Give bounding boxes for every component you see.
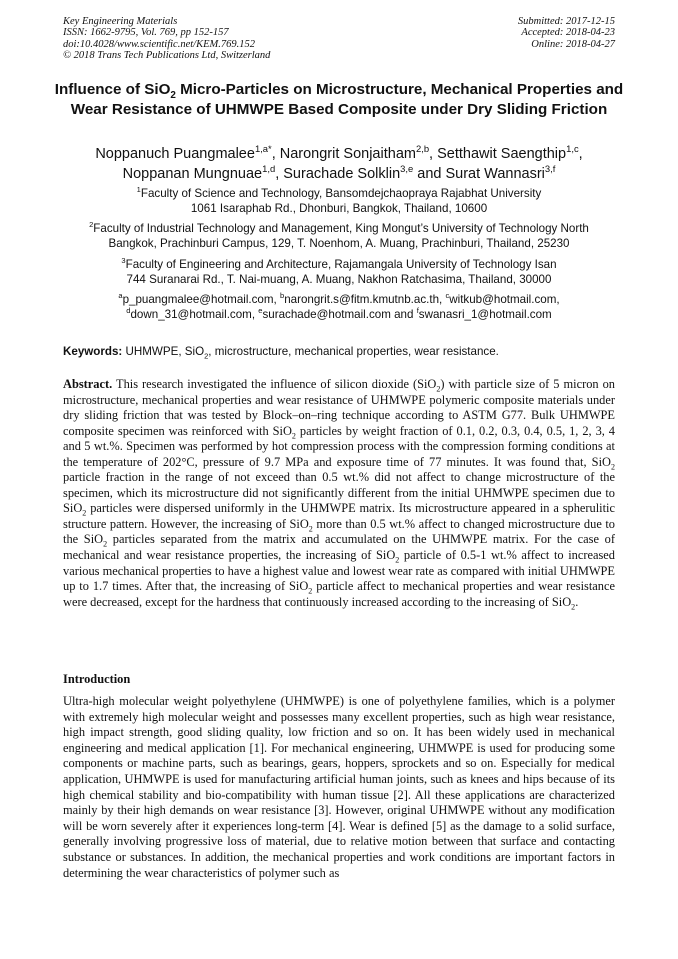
copyright-line: © 2018 Trans Tech Publications Ltd, Switzerland xyxy=(63,50,271,62)
email-f[interactable]: swanasri_1@hotmail.com xyxy=(418,308,552,322)
author-name: Surat Wannasri xyxy=(445,165,545,182)
affiliation-1: $^1$Faculty of Science and Technology, Bansomdejchaopraya Rajabhat University 1061 Isaraphab Rd., Dhonburi, Bangkok, Thailand, 10600 xyxy=(136,185,542,216)
affiliation-3: $^3$Faculty of Engineering and Architecture, Rajamangala University of Technology Isan 744 Suranarai Rd., T. Nai-muang, A. Muang, Nakhon Ratchasima, Thailand, 30000 xyxy=(121,256,557,287)
email-a[interactable]: p_puangmalee@hotmail.com xyxy=(122,293,274,306)
abstract-label: Abstract. xyxy=(63,377,113,391)
email-list: $^a$p_puangmalee@hotmail.com, $^b$narongrit.s@fitm.kmutnb.ac.th, $^c$witkub@hotmail.com, $^d$down_31@hotmail.com, $^e$surachade@hotmail.com and $^f$swanasri_1@hotmail.com xyxy=(118,291,560,322)
affiliation-2: $^2$Faculty of Industrial Technology and Management, King Mongut’s University of Technology North Bangkok, Prachinburi Campus, 129, T. Noenhom, A. Muang, Prachinburi, Thailand, 25230 xyxy=(89,220,589,251)
author-list: Noppanuch Puangmalee$^{1,a*}$, Narongrit Sonjaitham$^{2,b}$, Setthawit Saengthip$^{1,c}$, Noppanan Mungnuae$^{1,d}$, Surachade Solklin$^{3,e}$ and Surat Wannasri$^{3,f}$ xyxy=(95,143,583,182)
online-date: Online: 2018-04-27 xyxy=(531,38,615,50)
header-right xyxy=(518,16,615,50)
keywords: Keywords: UHMWPE, SiO$_2$, microstructure, mechanical properties, wear resistance. xyxy=(63,345,499,361)
issn-line: ISSN: 1662-9795, Vol. 769, pp 152-157 xyxy=(63,27,229,39)
journal-name: Key Engineering Materials xyxy=(63,16,178,27)
author-name: Noppanan Mungnuae xyxy=(122,165,263,182)
email-e[interactable]: surachade@hotmail.com xyxy=(262,308,391,322)
keywords-label: Keywords: xyxy=(63,345,123,358)
author-name: Narongrit Sonjaitham xyxy=(279,146,416,162)
abstract: Abstract. This research investigated the influence of silicon dioxide (SiO$_2$) with particle size of 5 micron on microstructure, mechanical properties and wear resistance of UHMWPE polymeric composite materials under dry sliding friction that was tested by Block–on–ring technique according to ASTM G77. Bulk UHMWPE composite specimen was reinforced with SiO$_2$ particles by weight fraction of 0.1, 0.2, 0.3, 0.4, 0.5, 1, 2, 3, 4 and 5 wt.%. Specimen was performed by hot compression process with the compression forming conditions at the temperature of 202°C, pressure of 9.7 MPa and exposure time of 77 minutes. It was found that, SiO$_2$ particle fraction in the range of not exceed than 0.5 wt.% did not affect to change microstructure of the specimen, which its microstructure did not significantly different from the initial UHMWPE specimen due to SiO$_2$ particles were dispersed uniformly in the UHMWPE matrix. Its microstructure appeared in a spherulitic structure pattern. However, the increasing of SiO$_2$ more than 0.5 wt.% affect to changed microstructure due to the SiO$_2$ particles separated from the matrix and accumulated on the UHMWPE matrix. For the case of mechanical and wear resistance properties, the increasing of SiO$_2$ particle of 0.5-1 wt.% affect to increased various mechanical properties to have a highest value and lowest wear rate as compared with initial UHMWPE up to 1.7 times. After that, the increasing of SiO$_2$ particle affect to mechanical properties and wear resistance were decreased, except for the hardness that continuously increased according to the increasing of SiO$_2$. xyxy=(63,377,615,612)
section-heading-introduction: Introduction xyxy=(63,672,131,686)
accepted-date: Accepted: 2018-04-23 xyxy=(521,27,615,39)
paper-title: Influence of SiO$_2$ Micro-Particles on Microstructure, Mechanical Properties and Wear Resistance of UHMWPE Based Composite under Dry Sliding Friction xyxy=(54,81,624,119)
email-d[interactable]: down_31@hotmail.com xyxy=(130,308,252,322)
author-name: Setthawit Saengthip xyxy=(437,146,567,162)
submitted-date: Submitted: 2017-12-15 xyxy=(517,16,615,27)
introduction-paragraph: Ultra-high molecular weight polyethylene (UHMWPE) is one of polyethylene families, which is a polymer with extremely high molecular weight and possesses many excellent properties, such as high wear resistance, high impact strength, good sliding quality, low friction and so on. It has been widely used in mechanical engineering and medical application [1]. For mechanical engineering, UHMWPE is used for producing some components or machine parts, such as bearings, gears, hoppers, sprockets and so on. Especially for medical application, UHMWPE is used for manufacturing artificial human joints, such as knees and hips because of its high chemical stability and bio-compatibility with human tissue [2]. All these applications are characterized mainly by their high demands on wear resistance [3]. However, original UHMWPE without any modification will be worn severely after it experiences long-term [4]. Wear is defined [5] as the damage to a solid surface, generally involving progressive loss of material, due to relative motion between that surface and contacting substance or substances. In addition, the mechanical properties and work conditions are important factors in determining the wear characteristics of polymer such as xyxy=(63,694,615,880)
author-name: Noppanuch Puangmalee xyxy=(95,146,255,162)
doi-line[interactable]: doi:10.4028/www.scientific.net/KEM.769.152 xyxy=(63,38,255,50)
author-name: Surachade Solklin xyxy=(283,165,401,182)
email-c[interactable]: witkub@hotmail.com xyxy=(449,293,557,306)
header-left xyxy=(63,16,270,62)
email-b[interactable]: narongrit.s@fitm.kmutnb.ac.th xyxy=(284,293,440,306)
